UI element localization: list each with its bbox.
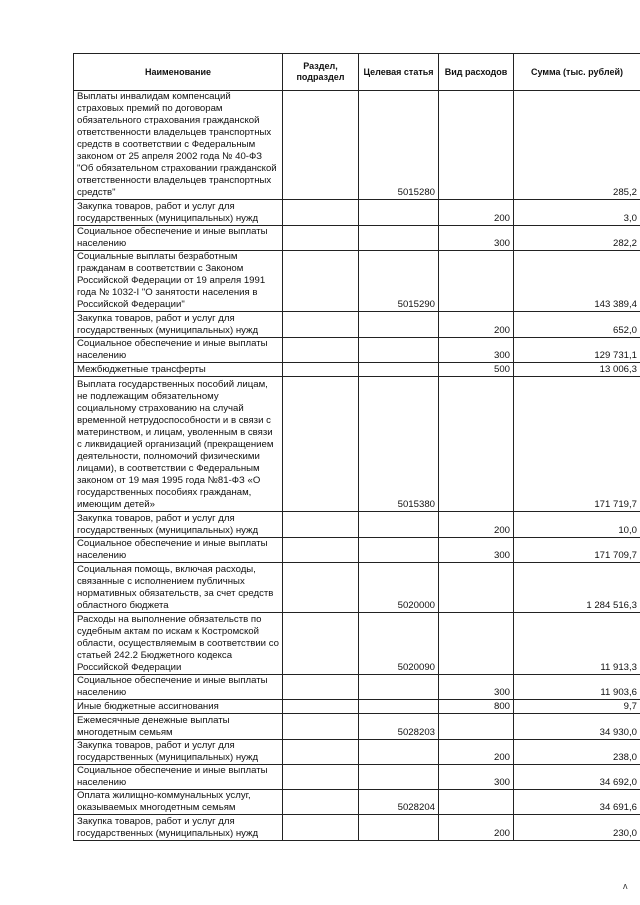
row-name: Ежемесячные денежные выплаты многодетным семьям bbox=[74, 714, 283, 740]
row-section bbox=[283, 815, 359, 841]
table-row bbox=[74, 714, 640, 740]
row-target bbox=[359, 226, 439, 251]
row-type bbox=[439, 613, 514, 675]
row-name: Социальное обеспечение и иные выплаты населению bbox=[74, 338, 283, 363]
row-sum: 129 731,1 bbox=[514, 338, 640, 363]
row-name: Закупка товаров, работ и услуг для государственных (муниципальных) нужд bbox=[74, 200, 283, 226]
row-type bbox=[439, 251, 514, 312]
row-section bbox=[283, 377, 359, 512]
row-name: Социальное обеспечение и иные выплаты населению bbox=[74, 226, 283, 251]
header-type: Вид расходов bbox=[439, 54, 514, 91]
table-row bbox=[74, 700, 640, 714]
header-name: Наименование bbox=[74, 54, 283, 91]
row-type bbox=[439, 377, 514, 512]
row-section bbox=[283, 740, 359, 765]
row-target bbox=[359, 815, 439, 841]
row-name: Социальное обеспечение и иные выплаты населению bbox=[74, 675, 283, 700]
row-sum: 230,0 bbox=[514, 815, 640, 841]
table-row bbox=[74, 312, 640, 338]
row-type: 500 bbox=[439, 363, 514, 377]
row-name: Выплаты инвалидам компенсаций страховых премий по договорам обязательного страхования гражданской ответственности владельцев транспортных средств в соответствии с Федеральным законом от 25 апреля 2002 года № 40-ФЗ "Об обязательном страховании гражданской ответственности владельцев транспортных средств" bbox=[74, 91, 283, 200]
row-type: 800 bbox=[439, 700, 514, 714]
row-sum: 171 709,7 bbox=[514, 538, 640, 563]
row-section bbox=[283, 200, 359, 226]
row-sum: 652,0 bbox=[514, 312, 640, 338]
row-target bbox=[359, 512, 439, 538]
row-sum: 34 692,0 bbox=[514, 765, 640, 790]
row-section bbox=[283, 675, 359, 700]
budget-table bbox=[73, 53, 640, 841]
row-section bbox=[283, 538, 359, 563]
table-row bbox=[74, 226, 640, 251]
row-name: Оплата жилищно-коммунальных услуг, оказываемых многодетным семьям bbox=[74, 790, 283, 815]
row-name: Закупка товаров, работ и услуг для государственных (муниципальных) нужд bbox=[74, 740, 283, 765]
row-sum: 9,7 bbox=[514, 700, 640, 714]
row-section bbox=[283, 765, 359, 790]
table-row bbox=[74, 338, 640, 363]
row-sum: 238,0 bbox=[514, 740, 640, 765]
row-target bbox=[359, 538, 439, 563]
table-row bbox=[74, 363, 640, 377]
row-type: 200 bbox=[439, 512, 514, 538]
row-target: 5015380 bbox=[359, 377, 439, 512]
row-sum: 10,0 bbox=[514, 512, 640, 538]
table-row bbox=[74, 251, 640, 312]
table-row bbox=[74, 377, 640, 512]
row-sum: 1 284 516,3 bbox=[514, 563, 640, 613]
row-target bbox=[359, 338, 439, 363]
row-name: Социальное обеспечение и иные выплаты населению bbox=[74, 765, 283, 790]
table-row bbox=[74, 675, 640, 700]
row-type bbox=[439, 790, 514, 815]
header-target: Целевая статья bbox=[359, 54, 439, 91]
row-name: Закупка товаров, работ и услуг для государственных (муниципальных) нужд bbox=[74, 312, 283, 338]
row-name: Выплата государственных пособий лицам, не подлежащим обязательному социальному страхованию на случай временной нетрудоспособности и в связи с материнством, и лицам, уволенным в связи с ликвидацией организаций (прекращением деятельности, полномочий физическими лицами), в соответствии с Федеральным законом от 19 мая 1995 года №81-ФЗ «О государственных пособиях гражданам, имеющим детей» bbox=[74, 377, 283, 512]
row-section bbox=[283, 790, 359, 815]
row-sum: 171 719,7 bbox=[514, 377, 640, 512]
header-row bbox=[74, 54, 640, 91]
row-sum: 11 913,3 bbox=[514, 613, 640, 675]
row-type bbox=[439, 563, 514, 613]
table-row bbox=[74, 563, 640, 613]
row-type: 300 bbox=[439, 675, 514, 700]
row-name: Социальное обеспечение и иные выплаты населению bbox=[74, 538, 283, 563]
row-target bbox=[359, 363, 439, 377]
row-type: 300 bbox=[439, 765, 514, 790]
row-section bbox=[283, 226, 359, 251]
row-section bbox=[283, 251, 359, 312]
row-name: Социальные выплаты безработным гражданам в соответствии с Законом Российской Федерации от 19 апреля 1991 года № 1032-I "О занятости населения в Российской Федерации" bbox=[74, 251, 283, 312]
table-row bbox=[74, 91, 640, 200]
row-sum: 34 930,0 bbox=[514, 714, 640, 740]
row-section bbox=[283, 700, 359, 714]
row-type: 200 bbox=[439, 740, 514, 765]
row-section bbox=[283, 714, 359, 740]
row-target: 5028203 bbox=[359, 714, 439, 740]
row-target: 5020000 bbox=[359, 563, 439, 613]
row-target bbox=[359, 765, 439, 790]
row-target: 5020090 bbox=[359, 613, 439, 675]
row-type bbox=[439, 714, 514, 740]
header-section: Раздел, подраздел bbox=[283, 54, 359, 91]
row-sum: 285,2 bbox=[514, 91, 640, 200]
corner-mark: ʌ bbox=[623, 881, 628, 891]
row-type: 200 bbox=[439, 200, 514, 226]
row-type: 200 bbox=[439, 815, 514, 841]
row-section bbox=[283, 563, 359, 613]
table-row bbox=[74, 765, 640, 790]
row-target: 5015280 bbox=[359, 91, 439, 200]
row-type: 300 bbox=[439, 226, 514, 251]
row-type: 200 bbox=[439, 312, 514, 338]
row-sum: 3,0 bbox=[514, 200, 640, 226]
row-target: 5028204 bbox=[359, 790, 439, 815]
row-target bbox=[359, 740, 439, 765]
row-type: 300 bbox=[439, 538, 514, 563]
row-type bbox=[439, 91, 514, 200]
row-target bbox=[359, 700, 439, 714]
row-sum: 34 691,6 bbox=[514, 790, 640, 815]
row-name: Иные бюджетные ассигнования bbox=[74, 700, 283, 714]
row-section bbox=[283, 613, 359, 675]
row-sum: 11 903,6 bbox=[514, 675, 640, 700]
row-sum: 143 389,4 bbox=[514, 251, 640, 312]
row-name: Закупка товаров, работ и услуг для государственных (муниципальных) нужд bbox=[74, 815, 283, 841]
table-row bbox=[74, 613, 640, 675]
row-target bbox=[359, 312, 439, 338]
row-section bbox=[283, 312, 359, 338]
row-name: Закупка товаров, работ и услуг для государственных (муниципальных) нужд bbox=[74, 512, 283, 538]
row-target bbox=[359, 675, 439, 700]
row-name: Социальная помощь, включая расходы, связанные с исполнением публичных нормативных обязательств, за счет средств областного бюджета bbox=[74, 563, 283, 613]
table-row bbox=[74, 200, 640, 226]
table-row bbox=[74, 740, 640, 765]
table-row bbox=[74, 538, 640, 563]
row-section bbox=[283, 363, 359, 377]
row-sum: 13 006,3 bbox=[514, 363, 640, 377]
table-row bbox=[74, 815, 640, 841]
row-section bbox=[283, 91, 359, 200]
row-name: Межбюджетные трансферты bbox=[74, 363, 283, 377]
row-section bbox=[283, 512, 359, 538]
row-type: 300 bbox=[439, 338, 514, 363]
table-body bbox=[74, 91, 640, 841]
row-sum: 282,2 bbox=[514, 226, 640, 251]
header-sum: Сумма (тыс. рублей) bbox=[514, 54, 640, 91]
row-target bbox=[359, 200, 439, 226]
row-section bbox=[283, 338, 359, 363]
table-row bbox=[74, 790, 640, 815]
row-target: 5015290 bbox=[359, 251, 439, 312]
table-header bbox=[74, 54, 640, 91]
row-name: Расходы на выполнение обязательств по судебным актам по искам к Костромской области, осуществляемым в соответствии со статьей 242.2 Бюджетного кодекса Российской Федерации bbox=[74, 613, 283, 675]
table-row bbox=[74, 512, 640, 538]
